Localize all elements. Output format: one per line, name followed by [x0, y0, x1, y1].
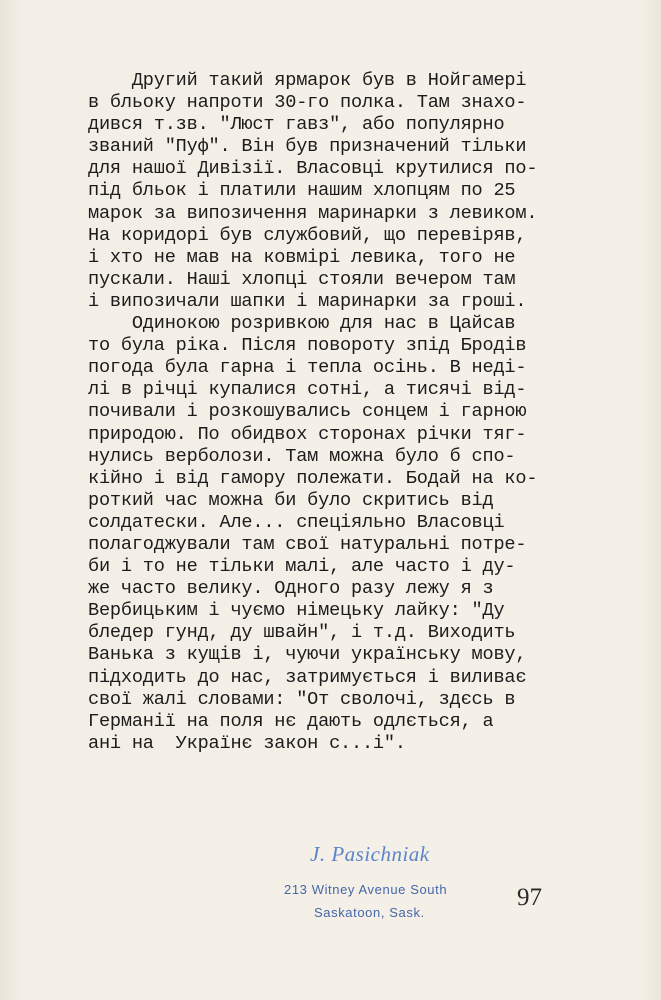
text-line: Одинокою розривкою для нас в Цайсав [88, 313, 516, 335]
text-line: і випозичали шапки і маринарки за гроші. [88, 290, 527, 312]
text-line: марок за випозичення маринарки з левиком. [88, 202, 538, 224]
text-line: званий "Пуф". Він був призначений тільки [88, 136, 527, 158]
text-line: свої жалі словами: "От сволочі, здєсь в [88, 688, 516, 710]
text-line: то була ріка. Після повороту зпід Бродів [88, 335, 527, 357]
text-line: дився т.зв. "Люст гавз", або популярно [88, 114, 505, 136]
text-line: почивали і розкошувались сонцем і гарною [88, 401, 527, 423]
body-text [88, 70, 558, 755]
text-line: бледер гунд, ду швайн", і т.д. Виходить [88, 622, 516, 644]
text-line: полагоджували там свої натуральні потре- [88, 533, 527, 555]
text-line: і хто не мав на ковмірі левика, того не [88, 246, 516, 268]
text-line: в бльоку напроти 30-го полка. Там знахо- [88, 92, 527, 114]
text-line: солдатески. Але... спеціяльно Власовці [88, 511, 505, 533]
text-line: підходить до нас, затримується і виливає [88, 666, 527, 688]
text-line: нулись верболози. Там можна було б спо- [88, 445, 516, 467]
text-line: Ванька з кущів і, чуючи українську мову, [88, 644, 527, 666]
text-line: Вербицьким і чуємо німецьку лайку: "Ду [88, 600, 505, 622]
text-line: же часто велику. Одного разу лежу я з [88, 578, 494, 600]
text-line: На коридорі був службовий, що перевіряв, [88, 224, 527, 246]
text-line: для нашої Дивізії. Власовці крутилися по- [88, 158, 538, 180]
text-line: кійно і від гамору полежати. Бодай на ко- [88, 467, 538, 489]
text-line: ані на Українє закон с...і". [88, 732, 406, 754]
stamp-address-street: 213 Witney Avenue South [284, 882, 448, 897]
text-line: пускали. Наші хлопці стояли вечером там [88, 268, 516, 290]
text-line: Другий такий ярмарок був в Нойгамері [88, 70, 527, 91]
text-line: роткий час можна би було скритись від [88, 489, 494, 511]
text-line: Германії на поля нє дають одлється, а [88, 710, 494, 732]
stamp-signature: J. Pasichniak [310, 842, 430, 866]
text-line: під бльок і платили нашим хлопцям по 25 [88, 180, 516, 202]
page-number: 97 [517, 884, 542, 911]
text-line: би і то не тільки малі, але часто і ду- [88, 556, 516, 578]
text-line: природою. По обидвох сторонах річки тяг- [88, 423, 527, 445]
text-line: погода була гарна і тепла осінь. В неді- [88, 357, 527, 379]
stamp-address-city: Saskatoon, Sask. [314, 905, 425, 920]
text-line: лі в річці купалися сотні, а тисячі від- [88, 379, 527, 401]
